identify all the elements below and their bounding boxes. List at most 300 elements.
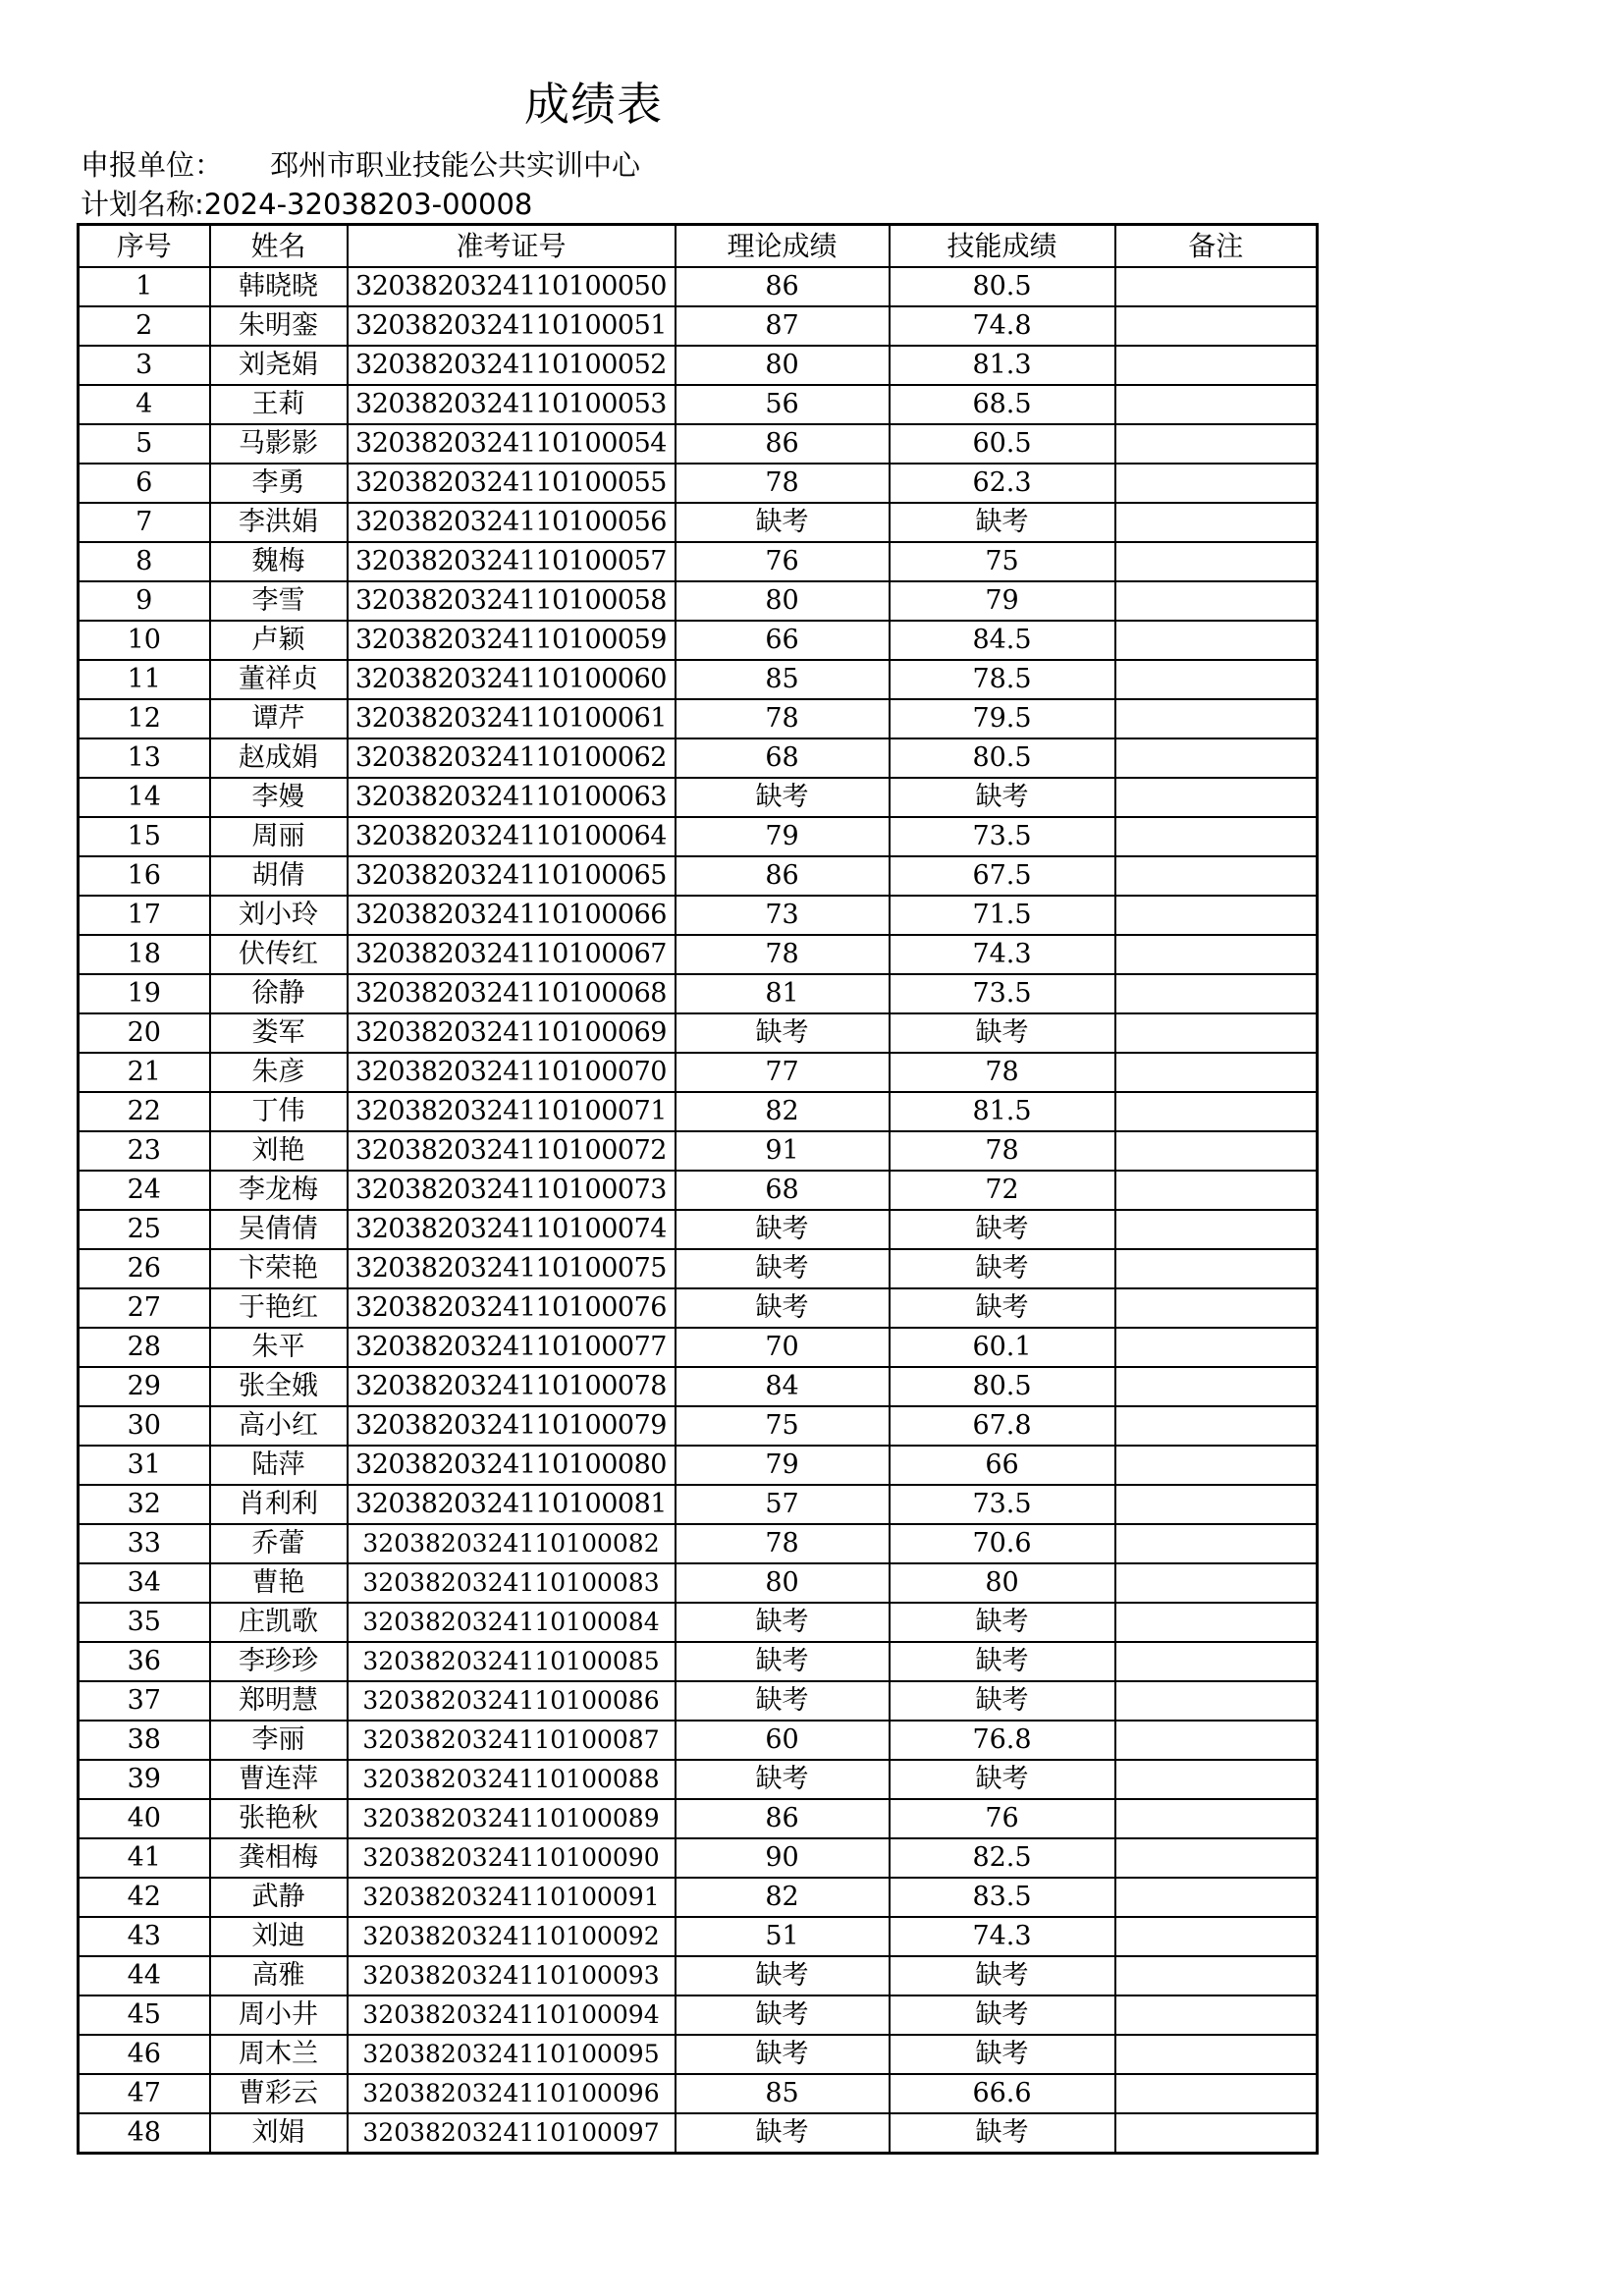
- table-row: [79, 1446, 1318, 1485]
- cell-name: 李勇: [210, 464, 348, 503]
- cell-index: 7: [79, 503, 210, 542]
- cell-skill-score: 76.8: [890, 1721, 1115, 1760]
- table-header-row: [79, 225, 1318, 268]
- cell-exam-id: 3203820324110100093: [348, 1956, 676, 1995]
- cell-theory-score: 76: [676, 542, 890, 581]
- cell-theory-score: 缺考: [676, 1642, 890, 1681]
- cell-skill-score: 67.5: [890, 856, 1115, 896]
- table-row: [79, 1367, 1318, 1406]
- table-row: [79, 1249, 1318, 1288]
- cell-name: 朱明銮: [210, 306, 348, 346]
- cell-name: 张艳秋: [210, 1799, 348, 1838]
- cell-exam-id: 3203820324110100090: [348, 1838, 676, 1878]
- cell-exam-id: 3203820324110100086: [348, 1681, 676, 1721]
- table-row: [79, 1995, 1318, 2035]
- table-row: [79, 621, 1318, 660]
- table-row: [79, 1288, 1318, 1328]
- cell-name: 丁伟: [210, 1092, 348, 1131]
- cell-name: 赵成娟: [210, 738, 348, 778]
- cell-remarks: [1115, 1838, 1318, 1878]
- cell-name: 陆萍: [210, 1446, 348, 1485]
- cell-skill-score: 83.5: [890, 1878, 1115, 1917]
- cell-index: 40: [79, 1799, 210, 1838]
- cell-skill-score: 缺考: [890, 1013, 1115, 1053]
- cell-remarks: [1115, 424, 1318, 464]
- cell-remarks: [1115, 464, 1318, 503]
- cell-remarks: [1115, 1249, 1318, 1288]
- cell-skill-score: 74.3: [890, 935, 1115, 974]
- score-table: [77, 223, 1319, 2155]
- cell-skill-score: 缺考: [890, 1249, 1115, 1288]
- column-header-name: 姓名: [210, 225, 348, 268]
- cell-remarks: [1115, 660, 1318, 699]
- cell-name: 郑明慧: [210, 1681, 348, 1721]
- cell-remarks: [1115, 699, 1318, 738]
- cell-skill-score: 68.5: [890, 385, 1115, 424]
- table-row: [79, 1681, 1318, 1721]
- cell-remarks: [1115, 621, 1318, 660]
- cell-remarks: [1115, 1799, 1318, 1838]
- cell-name: 胡倩: [210, 856, 348, 896]
- cell-index: 10: [79, 621, 210, 660]
- cell-theory-score: 84: [676, 1367, 890, 1406]
- cell-skill-score: 79.5: [890, 699, 1115, 738]
- cell-theory-score: 51: [676, 1917, 890, 1956]
- cell-name: 董祥贞: [210, 660, 348, 699]
- cell-exam-id: 3203820324110100081: [348, 1485, 676, 1524]
- cell-remarks: [1115, 1367, 1318, 1406]
- cell-name: 卢颖: [210, 621, 348, 660]
- cell-remarks: [1115, 778, 1318, 817]
- cell-skill-score: 81.3: [890, 346, 1115, 385]
- cell-skill-score: 缺考: [890, 2113, 1115, 2154]
- cell-remarks: [1115, 1878, 1318, 1917]
- table-row: [79, 974, 1318, 1013]
- cell-index: 20: [79, 1013, 210, 1053]
- cell-index: 19: [79, 974, 210, 1013]
- cell-remarks: [1115, 1917, 1318, 1956]
- table-row: [79, 1642, 1318, 1681]
- column-header-remarks: 备注: [1115, 225, 1318, 268]
- cell-theory-score: 57: [676, 1485, 890, 1524]
- cell-theory-score: 78: [676, 464, 890, 503]
- cell-index: 36: [79, 1642, 210, 1681]
- cell-theory-score: 80: [676, 346, 890, 385]
- cell-theory-score: 86: [676, 856, 890, 896]
- cell-name: 朱彦: [210, 1053, 348, 1092]
- table-row: [79, 1053, 1318, 1092]
- cell-skill-score: 82.5: [890, 1838, 1115, 1878]
- cell-exam-id: 3203820324110100079: [348, 1406, 676, 1446]
- table-row: [79, 1524, 1318, 1563]
- cell-theory-score: 66: [676, 621, 890, 660]
- cell-name: 曹艳: [210, 1563, 348, 1603]
- table-row: [79, 346, 1318, 385]
- cell-remarks: [1115, 1406, 1318, 1446]
- table-row: [79, 306, 1318, 346]
- cell-skill-score: 60.1: [890, 1328, 1115, 1367]
- applicant-unit-value: 邳州市职业技能公共实训中心: [270, 148, 641, 182]
- cell-exam-id: 3203820324110100075: [348, 1249, 676, 1288]
- cell-exam-id: 3203820324110100097: [348, 2113, 676, 2154]
- cell-skill-score: 66: [890, 1446, 1115, 1485]
- table-row: [79, 660, 1318, 699]
- cell-index: 45: [79, 1995, 210, 2035]
- cell-name: 曹彩云: [210, 2074, 348, 2113]
- table-row: [79, 1171, 1318, 1210]
- cell-theory-score: 缺考: [676, 1210, 890, 1249]
- table-row: [79, 2035, 1318, 2074]
- cell-skill-score: 73.5: [890, 1485, 1115, 1524]
- cell-index: 26: [79, 1249, 210, 1288]
- cell-exam-id: 3203820324110100095: [348, 2035, 676, 2074]
- table-row: [79, 1799, 1318, 1838]
- cell-remarks: [1115, 1171, 1318, 1210]
- cell-skill-score: 缺考: [890, 1995, 1115, 2035]
- cell-exam-id: 3203820324110100066: [348, 896, 676, 935]
- cell-skill-score: 缺考: [890, 1642, 1115, 1681]
- column-header-index: 序号: [79, 225, 210, 268]
- plan-name-line: [81, 187, 532, 222]
- cell-skill-score: 79: [890, 581, 1115, 621]
- cell-remarks: [1115, 1210, 1318, 1249]
- plan-name-value: 2024-32038203-00008: [203, 188, 533, 221]
- cell-skill-score: 74.3: [890, 1917, 1115, 1956]
- cell-name: 李洪娟: [210, 503, 348, 542]
- cell-skill-score: 76: [890, 1799, 1115, 1838]
- cell-theory-score: 缺考: [676, 778, 890, 817]
- cell-remarks: [1115, 738, 1318, 778]
- cell-exam-id: 3203820324110100070: [348, 1053, 676, 1092]
- cell-name: 刘娟: [210, 2113, 348, 2154]
- cell-theory-score: 缺考: [676, 1681, 890, 1721]
- table-row: [79, 1878, 1318, 1917]
- cell-skill-score: 缺考: [890, 778, 1115, 817]
- cell-index: 35: [79, 1603, 210, 1642]
- page-title: 成绩表: [524, 78, 663, 131]
- cell-theory-score: 68: [676, 1171, 890, 1210]
- cell-exam-id: 3203820324110100083: [348, 1563, 676, 1603]
- cell-exam-id: 3203820324110100058: [348, 581, 676, 621]
- cell-index: 12: [79, 699, 210, 738]
- cell-index: 43: [79, 1917, 210, 1956]
- cell-remarks: [1115, 1760, 1318, 1799]
- cell-name: 魏梅: [210, 542, 348, 581]
- cell-theory-score: 缺考: [676, 503, 890, 542]
- cell-remarks: [1115, 935, 1318, 974]
- cell-name: 刘迪: [210, 1917, 348, 1956]
- cell-exam-id: 3203820324110100051: [348, 306, 676, 346]
- table-row: [79, 1603, 1318, 1642]
- cell-remarks: [1115, 1524, 1318, 1563]
- cell-exam-id: 3203820324110100050: [348, 267, 676, 306]
- cell-exam-id: 3203820324110100052: [348, 346, 676, 385]
- table-row: [79, 581, 1318, 621]
- table-row: [79, 1721, 1318, 1760]
- cell-exam-id: 3203820324110100054: [348, 424, 676, 464]
- cell-remarks: [1115, 856, 1318, 896]
- cell-name: 曹连萍: [210, 1760, 348, 1799]
- cell-index: 14: [79, 778, 210, 817]
- cell-theory-score: 70: [676, 1328, 890, 1367]
- cell-index: 25: [79, 1210, 210, 1249]
- table-row: [79, 1092, 1318, 1131]
- table-row: [79, 817, 1318, 856]
- cell-remarks: [1115, 1092, 1318, 1131]
- cell-skill-score: 78: [890, 1131, 1115, 1171]
- cell-theory-score: 68: [676, 738, 890, 778]
- cell-name: 徐静: [210, 974, 348, 1013]
- table-row: [79, 542, 1318, 581]
- cell-theory-score: 79: [676, 1446, 890, 1485]
- cell-index: 9: [79, 581, 210, 621]
- cell-index: 37: [79, 1681, 210, 1721]
- cell-exam-id: 3203820324110100063: [348, 778, 676, 817]
- table-row: [79, 1917, 1318, 1956]
- cell-name: 肖利利: [210, 1485, 348, 1524]
- cell-exam-id: 3203820324110100077: [348, 1328, 676, 1367]
- cell-skill-score: 缺考: [890, 1681, 1115, 1721]
- cell-name: 伏传红: [210, 935, 348, 974]
- cell-name: 吴倩倩: [210, 1210, 348, 1249]
- cell-name: 娄军: [210, 1013, 348, 1053]
- cell-skill-score: 62.3: [890, 464, 1115, 503]
- table-row: [79, 1013, 1318, 1053]
- table-body: [79, 267, 1318, 2154]
- table-row: [79, 464, 1318, 503]
- cell-index: 32: [79, 1485, 210, 1524]
- cell-index: 39: [79, 1760, 210, 1799]
- cell-exam-id: 3203820324110100084: [348, 1603, 676, 1642]
- cell-theory-score: 79: [676, 817, 890, 856]
- column-header-theory-score: 理论成绩: [676, 225, 890, 268]
- cell-remarks: [1115, 1288, 1318, 1328]
- cell-theory-score: 82: [676, 1878, 890, 1917]
- plan-name-label: 计划名称:: [81, 188, 204, 221]
- cell-name: 卞荣艳: [210, 1249, 348, 1288]
- cell-name: 龚相梅: [210, 1838, 348, 1878]
- table-row: [79, 1328, 1318, 1367]
- cell-theory-score: 85: [676, 2074, 890, 2113]
- cell-remarks: [1115, 385, 1318, 424]
- cell-name: 李丽: [210, 1721, 348, 1760]
- cell-theory-score: 85: [676, 660, 890, 699]
- cell-remarks: [1115, 503, 1318, 542]
- table-row: [79, 267, 1318, 306]
- cell-theory-score: 87: [676, 306, 890, 346]
- cell-name: 高雅: [210, 1956, 348, 1995]
- cell-remarks: [1115, 1053, 1318, 1092]
- cell-remarks: [1115, 1603, 1318, 1642]
- cell-index: 33: [79, 1524, 210, 1563]
- table-row: [79, 1760, 1318, 1799]
- table-row: [79, 1131, 1318, 1171]
- cell-name: 李雪: [210, 581, 348, 621]
- cell-index: 30: [79, 1406, 210, 1446]
- cell-name: 韩晓晓: [210, 267, 348, 306]
- table-row: [79, 778, 1318, 817]
- cell-name: 武静: [210, 1878, 348, 1917]
- cell-exam-id: 3203820324110100057: [348, 542, 676, 581]
- cell-exam-id: 3203820324110100062: [348, 738, 676, 778]
- cell-remarks: [1115, 1013, 1318, 1053]
- cell-name: 刘小玲: [210, 896, 348, 935]
- cell-exam-id: 3203820324110100088: [348, 1760, 676, 1799]
- cell-exam-id: 3203820324110100082: [348, 1524, 676, 1563]
- cell-skill-score: 80.5: [890, 738, 1115, 778]
- cell-name: 李嫚: [210, 778, 348, 817]
- applicant-unit-line: [81, 147, 640, 183]
- cell-theory-score: 91: [676, 1131, 890, 1171]
- cell-remarks: [1115, 1446, 1318, 1485]
- cell-name: 李珍珍: [210, 1642, 348, 1681]
- cell-remarks: [1115, 2035, 1318, 2074]
- cell-theory-score: 77: [676, 1053, 890, 1092]
- cell-theory-score: 81: [676, 974, 890, 1013]
- cell-index: 4: [79, 385, 210, 424]
- cell-skill-score: 缺考: [890, 503, 1115, 542]
- cell-exam-id: 3203820324110100060: [348, 660, 676, 699]
- cell-index: 11: [79, 660, 210, 699]
- cell-theory-score: 缺考: [676, 1249, 890, 1288]
- cell-index: 16: [79, 856, 210, 896]
- cell-remarks: [1115, 306, 1318, 346]
- cell-remarks: [1115, 896, 1318, 935]
- cell-name: 马影影: [210, 424, 348, 464]
- cell-remarks: [1115, 1328, 1318, 1367]
- cell-name: 李龙梅: [210, 1171, 348, 1210]
- cell-remarks: [1115, 974, 1318, 1013]
- cell-exam-id: 3203820324110100089: [348, 1799, 676, 1838]
- cell-exam-id: 3203820324110100068: [348, 974, 676, 1013]
- cell-name: 于艳红: [210, 1288, 348, 1328]
- cell-skill-score: 缺考: [890, 1210, 1115, 1249]
- cell-index: 3: [79, 346, 210, 385]
- cell-remarks: [1115, 1681, 1318, 1721]
- cell-index: 18: [79, 935, 210, 974]
- cell-index: 21: [79, 1053, 210, 1092]
- cell-exam-id: 3203820324110100065: [348, 856, 676, 896]
- cell-exam-id: 3203820324110100053: [348, 385, 676, 424]
- cell-skill-score: 73.5: [890, 817, 1115, 856]
- cell-skill-score: 71.5: [890, 896, 1115, 935]
- cell-theory-score: 73: [676, 896, 890, 935]
- cell-remarks: [1115, 2074, 1318, 2113]
- table-row: [79, 699, 1318, 738]
- table-row: [79, 935, 1318, 974]
- cell-name: 高小红: [210, 1406, 348, 1446]
- cell-skill-score: 缺考: [890, 1288, 1115, 1328]
- cell-skill-score: 67.8: [890, 1406, 1115, 1446]
- cell-theory-score: 60: [676, 1721, 890, 1760]
- cell-name: 刘艳: [210, 1131, 348, 1171]
- cell-remarks: [1115, 1563, 1318, 1603]
- table-row: [79, 856, 1318, 896]
- cell-skill-score: 缺考: [890, 1603, 1115, 1642]
- cell-theory-score: 78: [676, 1524, 890, 1563]
- cell-skill-score: 70.6: [890, 1524, 1115, 1563]
- cell-remarks: [1115, 817, 1318, 856]
- cell-name: 朱平: [210, 1328, 348, 1367]
- cell-remarks: [1115, 581, 1318, 621]
- table-row: [79, 424, 1318, 464]
- cell-exam-id: 3203820324110100087: [348, 1721, 676, 1760]
- cell-theory-score: 86: [676, 267, 890, 306]
- table-row: [79, 1485, 1318, 1524]
- cell-skill-score: 78.5: [890, 660, 1115, 699]
- cell-theory-score: 80: [676, 1563, 890, 1603]
- cell-index: 44: [79, 1956, 210, 1995]
- cell-theory-score: 82: [676, 1092, 890, 1131]
- cell-skill-score: 80.5: [890, 1367, 1115, 1406]
- cell-remarks: [1115, 2113, 1318, 2154]
- cell-theory-score: 缺考: [676, 2113, 890, 2154]
- cell-theory-score: 78: [676, 935, 890, 974]
- cell-exam-id: 3203820324110100073: [348, 1171, 676, 1210]
- table-row: [79, 1406, 1318, 1446]
- cell-theory-score: 75: [676, 1406, 890, 1446]
- cell-index: 31: [79, 1446, 210, 1485]
- cell-theory-score: 86: [676, 424, 890, 464]
- table-row: [79, 1838, 1318, 1878]
- cell-skill-score: 73.5: [890, 974, 1115, 1013]
- cell-skill-score: 78: [890, 1053, 1115, 1092]
- cell-exam-id: 3203820324110100064: [348, 817, 676, 856]
- cell-name: 王莉: [210, 385, 348, 424]
- cell-theory-score: 缺考: [676, 2035, 890, 2074]
- cell-skill-score: 72: [890, 1171, 1115, 1210]
- cell-remarks: [1115, 542, 1318, 581]
- table-row: [79, 2074, 1318, 2113]
- cell-skill-score: 75: [890, 542, 1115, 581]
- cell-skill-score: 60.5: [890, 424, 1115, 464]
- cell-index: 34: [79, 1563, 210, 1603]
- cell-index: 38: [79, 1721, 210, 1760]
- cell-index: 22: [79, 1092, 210, 1131]
- cell-index: 17: [79, 896, 210, 935]
- cell-remarks: [1115, 1995, 1318, 2035]
- cell-index: 6: [79, 464, 210, 503]
- cell-index: 46: [79, 2035, 210, 2074]
- cell-remarks: [1115, 1131, 1318, 1171]
- cell-exam-id: 3203820324110100069: [348, 1013, 676, 1053]
- cell-exam-id: 3203820324110100061: [348, 699, 676, 738]
- cell-index: 8: [79, 542, 210, 581]
- cell-skill-score: 缺考: [890, 2035, 1115, 2074]
- cell-skill-score: 缺考: [890, 1760, 1115, 1799]
- cell-exam-id: 3203820324110100092: [348, 1917, 676, 1956]
- cell-exam-id: 3203820324110100067: [348, 935, 676, 974]
- cell-name: 刘尧娟: [210, 346, 348, 385]
- cell-skill-score: 84.5: [890, 621, 1115, 660]
- table-row: [79, 896, 1318, 935]
- cell-index: 47: [79, 2074, 210, 2113]
- cell-remarks: [1115, 346, 1318, 385]
- cell-theory-score: 缺考: [676, 1995, 890, 2035]
- cell-name: 周丽: [210, 817, 348, 856]
- cell-theory-score: 86: [676, 1799, 890, 1838]
- cell-skill-score: 81.5: [890, 1092, 1115, 1131]
- cell-index: 15: [79, 817, 210, 856]
- cell-exam-id: 3203820324110100085: [348, 1642, 676, 1681]
- table-row: [79, 1956, 1318, 1995]
- column-header-exam-id: 准考证号: [348, 225, 676, 268]
- cell-index: 48: [79, 2113, 210, 2154]
- cell-theory-score: 56: [676, 385, 890, 424]
- table-row: [79, 503, 1318, 542]
- cell-theory-score: 90: [676, 1838, 890, 1878]
- cell-name: 周小井: [210, 1995, 348, 2035]
